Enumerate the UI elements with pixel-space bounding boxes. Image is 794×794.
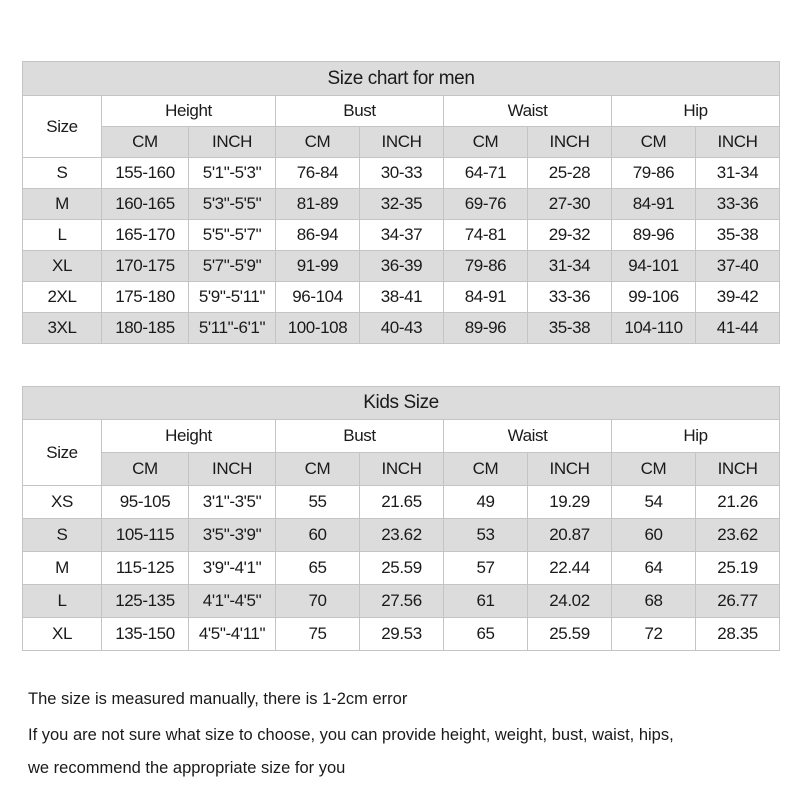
unit-header: CM [102, 127, 189, 158]
table-cell: 70 [276, 585, 360, 618]
table-cell: 4'5"-4'11" [189, 618, 276, 651]
unit-header: CM [444, 453, 528, 486]
table-cell: 37-40 [696, 251, 780, 282]
table-cell: 40-43 [360, 313, 444, 344]
table-cell: 31-34 [528, 251, 612, 282]
table-cell: 99-106 [612, 282, 696, 313]
table-cell: 5'5"-5'7" [189, 220, 276, 251]
table-row [23, 251, 780, 282]
table-cell: 23.62 [696, 519, 780, 552]
table-cell: 55 [276, 486, 360, 519]
table-cell: 5'7"-5'9" [189, 251, 276, 282]
unit-header-row [23, 127, 780, 158]
size-header: Size [23, 96, 102, 158]
table-cell: 32-35 [360, 189, 444, 220]
table-cell: 49 [444, 486, 528, 519]
unit-header: CM [612, 127, 696, 158]
hip-header: Hip [612, 96, 780, 127]
table-cell: M [23, 189, 102, 220]
men-size-table [22, 61, 780, 344]
kids-size-table [22, 386, 780, 651]
table-cell: 76-84 [276, 158, 360, 189]
table-cell: 3'5"-3'9" [189, 519, 276, 552]
table-cell: 95-105 [102, 486, 189, 519]
table-cell: 91-99 [276, 251, 360, 282]
unit-header: INCH [696, 453, 780, 486]
height-header: Height [102, 420, 276, 453]
table-cell: 19.29 [528, 486, 612, 519]
table-cell: 64 [612, 552, 696, 585]
table-cell: 125-135 [102, 585, 189, 618]
table-cell: 96-104 [276, 282, 360, 313]
table-row [23, 552, 780, 585]
table-cell: 135-150 [102, 618, 189, 651]
table-cell: 25.19 [696, 552, 780, 585]
kids-table-title: Kids Size [23, 387, 780, 420]
table-cell: 4'1"-4'5" [189, 585, 276, 618]
table-cell: XL [23, 618, 102, 651]
table-cell: 175-180 [102, 282, 189, 313]
table-cell: 41-44 [696, 313, 780, 344]
table-cell: 27-30 [528, 189, 612, 220]
unit-header-row [23, 453, 780, 486]
table-cell: 3'9"-4'1" [189, 552, 276, 585]
unit-header: CM [612, 453, 696, 486]
table-cell: 53 [444, 519, 528, 552]
table-cell: L [23, 220, 102, 251]
table-cell: 29.53 [360, 618, 444, 651]
table-cell: 22.44 [528, 552, 612, 585]
unit-header: INCH [528, 127, 612, 158]
table-cell: 86-94 [276, 220, 360, 251]
table-cell: 5'3"-5'5" [189, 189, 276, 220]
table-cell: 61 [444, 585, 528, 618]
table-cell: 155-160 [102, 158, 189, 189]
unit-header: CM [276, 453, 360, 486]
table-cell: 21.65 [360, 486, 444, 519]
table-cell: XS [23, 486, 102, 519]
table-cell: XL [23, 251, 102, 282]
table-cell: 84-91 [612, 189, 696, 220]
table-cell: 65 [444, 618, 528, 651]
table-cell: 60 [276, 519, 360, 552]
table-cell: 24.02 [528, 585, 612, 618]
table-cell: S [23, 519, 102, 552]
table-cell: 100-108 [276, 313, 360, 344]
table-cell: 54 [612, 486, 696, 519]
table-cell: 165-170 [102, 220, 189, 251]
table-cell: 68 [612, 585, 696, 618]
table-cell: 27.56 [360, 585, 444, 618]
table-row [23, 486, 780, 519]
table-cell: 65 [276, 552, 360, 585]
table-cell: 3'1"-3'5" [189, 486, 276, 519]
table-cell: 39-42 [696, 282, 780, 313]
table-cell: 28.35 [696, 618, 780, 651]
table-cell: 23.62 [360, 519, 444, 552]
table-cell: 69-76 [444, 189, 528, 220]
table-cell: 105-115 [102, 519, 189, 552]
table-cell: 3XL [23, 313, 102, 344]
unit-header: INCH [528, 453, 612, 486]
unit-header: CM [102, 453, 189, 486]
table-cell: 29-32 [528, 220, 612, 251]
table-row [23, 519, 780, 552]
table-cell: 33-36 [528, 282, 612, 313]
height-header: Height [102, 96, 276, 127]
bust-header: Bust [276, 420, 444, 453]
table-cell: 35-38 [696, 220, 780, 251]
unit-header: INCH [696, 127, 780, 158]
table-cell: 25.59 [528, 618, 612, 651]
table-row [23, 618, 780, 651]
waist-header: Waist [444, 96, 612, 127]
table-cell: 25-28 [528, 158, 612, 189]
table-row [23, 158, 780, 189]
unit-header: INCH [360, 127, 444, 158]
unit-header: INCH [189, 453, 276, 486]
table-cell: 170-175 [102, 251, 189, 282]
table-cell: 31-34 [696, 158, 780, 189]
table-cell: 26.77 [696, 585, 780, 618]
table-cell: 36-39 [360, 251, 444, 282]
table-cell: 5'11"-6'1" [189, 313, 276, 344]
bust-header: Bust [276, 96, 444, 127]
table-cell: 115-125 [102, 552, 189, 585]
table-cell: 25.59 [360, 552, 444, 585]
size-advice-note-continued: we recommend the appropriate size for you [28, 759, 346, 777]
table-cell: 21.26 [696, 486, 780, 519]
table-cell: 94-101 [612, 251, 696, 282]
table-cell: 30-33 [360, 158, 444, 189]
table-row [23, 220, 780, 251]
table-cell: 89-96 [612, 220, 696, 251]
unit-header: INCH [360, 453, 444, 486]
table-cell: 60 [612, 519, 696, 552]
hip-header: Hip [612, 420, 780, 453]
table-cell: 57 [444, 552, 528, 585]
table-cell: 81-89 [276, 189, 360, 220]
table-cell: 38-41 [360, 282, 444, 313]
table-cell: 72 [612, 618, 696, 651]
table-cell: 33-36 [696, 189, 780, 220]
table-cell: 5'1"-5'3" [189, 158, 276, 189]
table-cell: 2XL [23, 282, 102, 313]
table-cell: S [23, 158, 102, 189]
table-cell: 104-110 [612, 313, 696, 344]
table-cell: 79-86 [444, 251, 528, 282]
table-row [23, 313, 780, 344]
table-cell: L [23, 585, 102, 618]
table-row [23, 585, 780, 618]
unit-header: CM [444, 127, 528, 158]
table-cell: 75 [276, 618, 360, 651]
table-cell: 34-37 [360, 220, 444, 251]
size-header: Size [23, 420, 102, 486]
measurement-note: The size is measured manually, there is 1-2cm error [28, 690, 408, 708]
table-cell: 20.87 [528, 519, 612, 552]
table-cell: 89-96 [444, 313, 528, 344]
table-cell: 180-185 [102, 313, 189, 344]
table-cell: 79-86 [612, 158, 696, 189]
table-cell: 35-38 [528, 313, 612, 344]
table-cell: 160-165 [102, 189, 189, 220]
men-table-title: Size chart for men [23, 62, 780, 96]
unit-header: CM [276, 127, 360, 158]
table-cell: 64-71 [444, 158, 528, 189]
waist-header: Waist [444, 420, 612, 453]
table-cell: M [23, 552, 102, 585]
table-cell: 84-91 [444, 282, 528, 313]
table-row [23, 282, 780, 313]
unit-header: INCH [189, 127, 276, 158]
table-row [23, 189, 780, 220]
table-cell: 5'9"-5'11" [189, 282, 276, 313]
table-cell: 74-81 [444, 220, 528, 251]
size-advice-note: If you are not sure what size to choose, you can provide height, weight, bust, waist, hips, [28, 726, 674, 744]
